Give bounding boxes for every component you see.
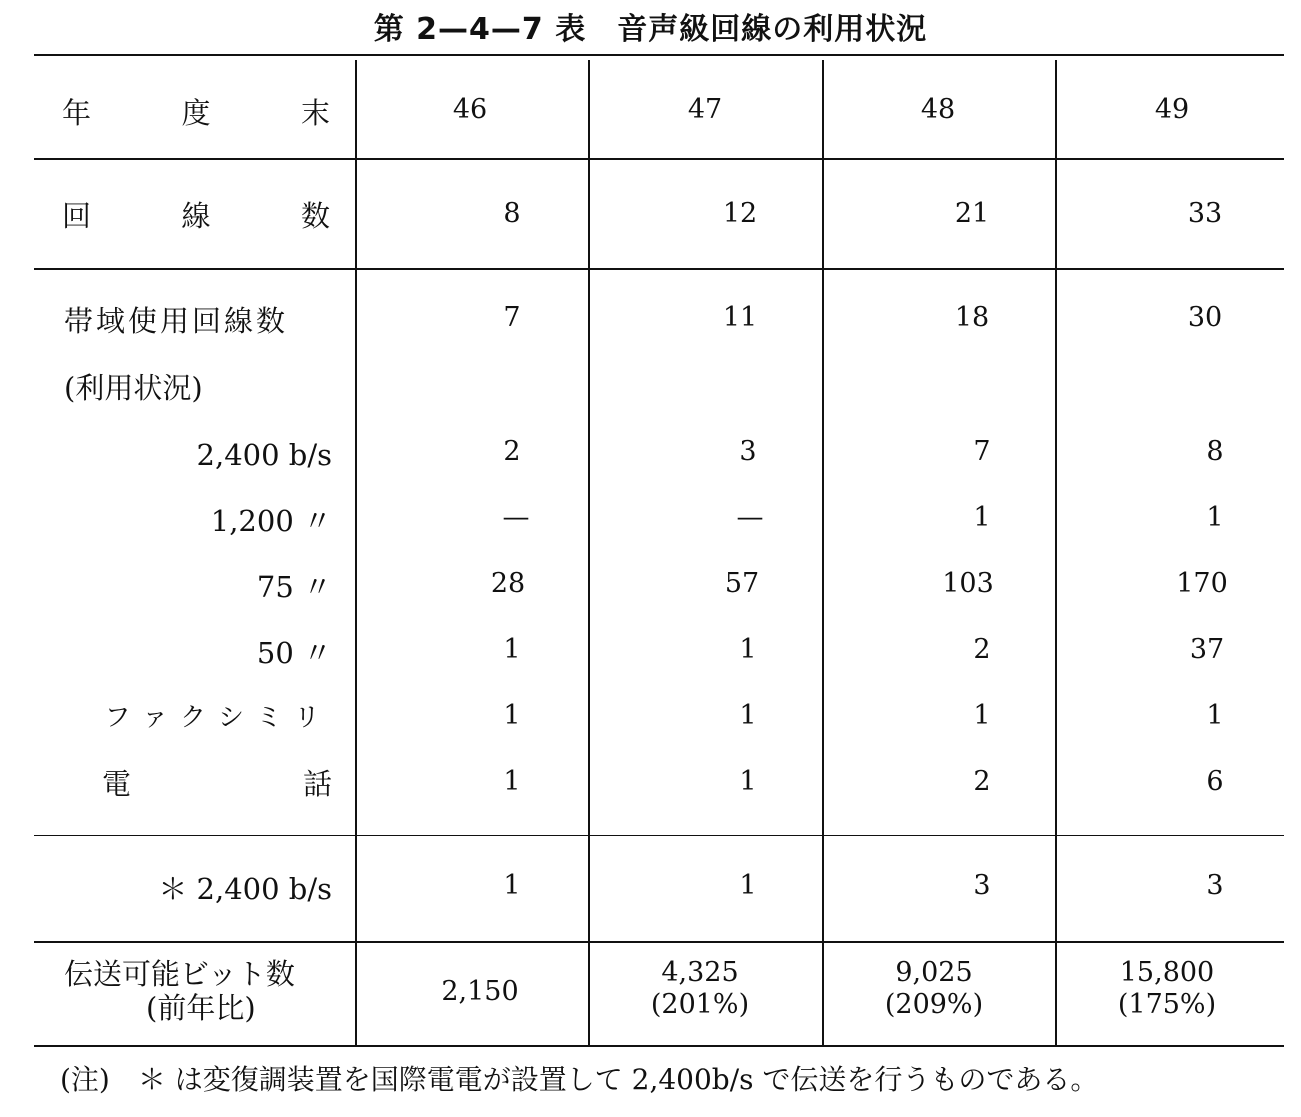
usage-cell: 1 [739, 634, 757, 665]
col-rule-2 [588, 60, 590, 1045]
circuits-47: 12 [722, 198, 758, 229]
usage-cell: 8 [1206, 436, 1224, 467]
usage-cell: 1 [503, 700, 521, 731]
rule-bottom [34, 1045, 1284, 1047]
circuits-46: 8 [503, 198, 521, 229]
year-48: 48 [920, 94, 956, 125]
rule-circuits [34, 268, 1284, 270]
usage-cell: 1 [973, 502, 991, 533]
rule-top [34, 54, 1284, 56]
bits-label-line1: 伝送可能ビット数 [64, 957, 295, 991]
rule-modem [34, 941, 1284, 943]
usage-cell: 170 [1176, 568, 1228, 599]
usage-cell: 103 [942, 568, 994, 599]
usage-row-label: ファクシミリ [104, 703, 332, 733]
modem-48: 3 [973, 870, 991, 901]
usage-row-label: 2,400 b/s [196, 438, 332, 472]
telephone-48: 2 [973, 766, 991, 797]
usage-cell: — [736, 502, 764, 533]
circuits-49: 33 [1187, 198, 1223, 229]
usage-cell: — [502, 502, 530, 533]
telephone-47: 1 [739, 766, 757, 797]
year-49: 49 [1154, 94, 1190, 125]
col-rule-3 [822, 60, 824, 1045]
usage-cell: 37 [1189, 634, 1225, 665]
bits-48: 9,025 [895, 957, 973, 988]
band-48: 18 [954, 302, 990, 333]
band-47: 11 [722, 302, 758, 333]
usage-cell: 1 [973, 700, 991, 731]
ratio-49: (175%) [1117, 989, 1217, 1020]
usage-cell: 1 [1206, 502, 1224, 533]
ratio-47: (201%) [650, 989, 750, 1020]
usage-cell: 57 [724, 568, 760, 599]
usage-cell: 2 [973, 634, 991, 665]
year-end-label: 年 度 末 [62, 96, 330, 130]
band-49: 30 [1187, 302, 1223, 333]
footnote: (注) ＊ は変復調装置を国際電電が設置して 2,400b/s で伝送を行うものである。 [60, 1063, 1099, 1096]
circuits-label: 回 線 数 [62, 199, 330, 233]
modem-46: 1 [503, 870, 521, 901]
table-title: 第 2—4—7 表 音声級回線の利用状況 [373, 12, 928, 47]
band-circuits-label: 帯域使用回線数 [64, 304, 289, 338]
rule-usage [34, 835, 1284, 836]
usage-cell: 1 [739, 700, 757, 731]
bits-47: 4,325 [661, 957, 739, 988]
telephone-label: 電 話 [102, 767, 332, 801]
bits-46: 2,150 [441, 976, 519, 1007]
circuits-48: 21 [954, 198, 990, 229]
usage-row-label: 50 〃 [256, 636, 332, 670]
band-46: 7 [503, 302, 521, 333]
modem-row-label: ＊ 2,400 b/s [158, 872, 332, 906]
modem-49: 3 [1206, 870, 1224, 901]
bits-49: 15,800 [1119, 957, 1215, 988]
col-rule-1 [355, 60, 357, 1045]
usage-cell: 7 [973, 436, 991, 467]
usage-cell: 1 [503, 634, 521, 665]
modem-47: 1 [739, 870, 757, 901]
ratio-48: (209%) [884, 989, 984, 1020]
year-46: 46 [452, 94, 488, 125]
telephone-49: 6 [1206, 766, 1224, 797]
usage-row-label: 75 〃 [256, 570, 332, 604]
rule-header [34, 158, 1284, 160]
usage-row-label: 1,200 〃 [210, 504, 332, 538]
bits-label-line2: (前年比) [146, 991, 256, 1025]
usage-cell: 28 [490, 568, 526, 599]
col-rule-4 [1055, 60, 1057, 1045]
usage-cell: 1 [1206, 700, 1224, 731]
usage-label: (利用状況) [64, 371, 203, 405]
usage-cell: 2 [503, 436, 521, 467]
year-47: 47 [687, 94, 723, 125]
telephone-46: 1 [503, 766, 521, 797]
usage-cell: 3 [739, 436, 757, 467]
